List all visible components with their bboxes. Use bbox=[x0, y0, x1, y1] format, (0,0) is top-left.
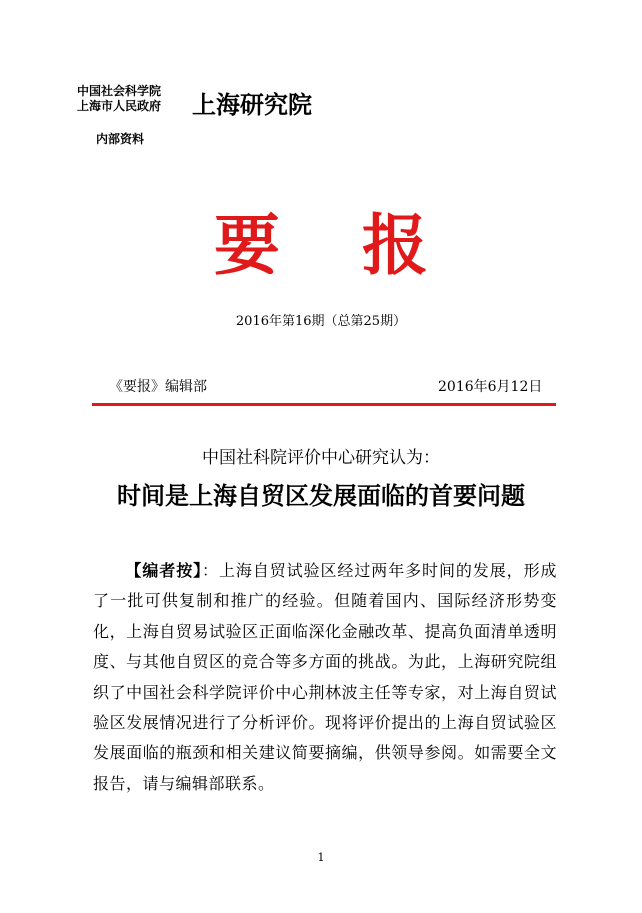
masthead-divider bbox=[92, 403, 556, 406]
issue-number: 2016年第16期（总第25期） bbox=[235, 314, 407, 329]
org-line-shanghai-government: 上海市人民政府 bbox=[77, 99, 162, 113]
institute-name: 上海研究院 bbox=[192, 90, 312, 119]
article-subheading: 中国社科院评价中心研究认为： bbox=[202, 448, 440, 468]
publication-date: 2016年6月12日 bbox=[438, 379, 543, 395]
page-number: 1 bbox=[317, 851, 325, 864]
classification-label: 内部资料 bbox=[96, 132, 145, 146]
org-line-cass: 中国社会科学院 bbox=[77, 84, 162, 98]
editor-note-text: ：上海自贸试验区经过两年多时间的发展，形成了一批可供复制和推广的经验。但随着国内、国际经济形势变化，上海自贸易试验区正面临深化金融改革、提高负面清单透明度、与其他自贸区的竞合等多方面的挑战。为此，上海研究院组织了中国社会科学院评价中心荆林波主任等专家，对上海自贸试验区发展情况进行了分析评价。现将评价提出的上海自贸试验区发展面临的瓶颈和相关建议简要摘编，供领导参阅。如需要全文报告，请与编辑部联系。 bbox=[93, 561, 557, 793]
editor-note-paragraph bbox=[93, 556, 557, 799]
editorial-department: 《要报》编辑部 bbox=[109, 379, 207, 395]
issuing-organizations bbox=[77, 84, 197, 114]
article-headline: 时间是上海自贸区发展面临的首要问题 bbox=[117, 481, 525, 510]
masthead-title: 要报 bbox=[214, 206, 510, 284]
editor-note-label: 【编者按】 bbox=[125, 561, 203, 580]
